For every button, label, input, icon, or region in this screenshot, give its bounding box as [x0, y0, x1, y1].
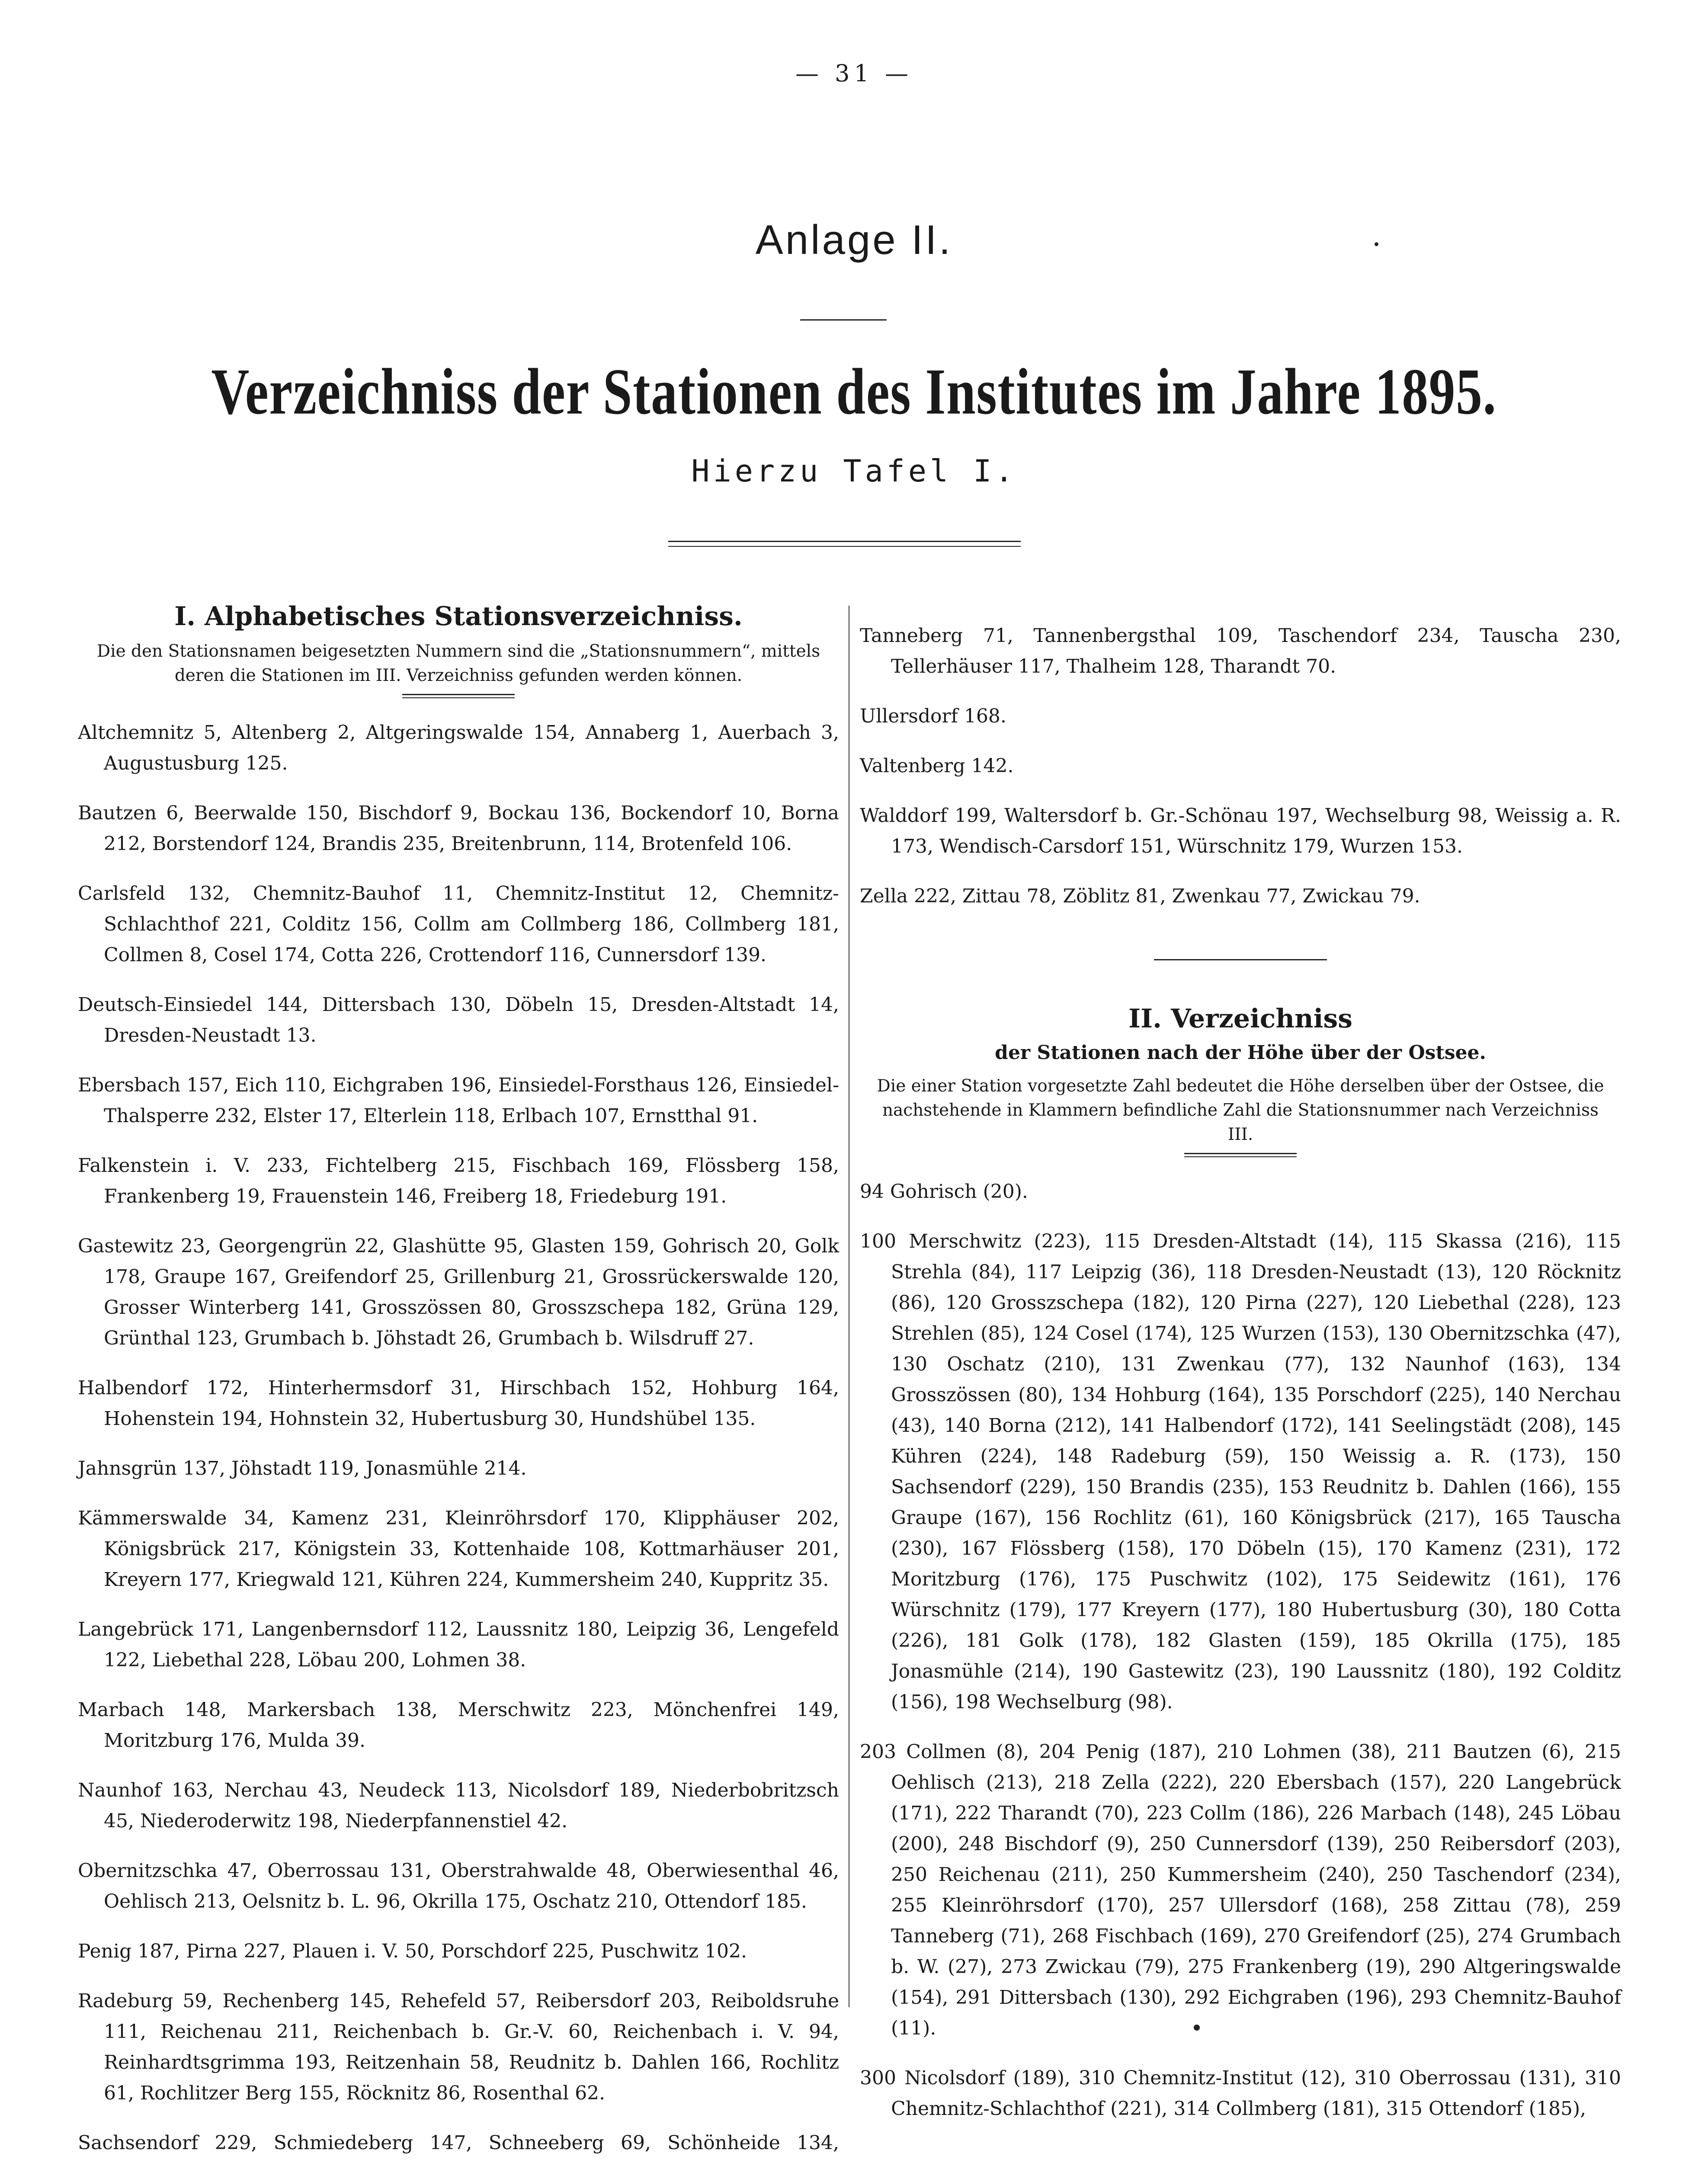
station-entry-m: Marbach 148, Markersbach 138, Merschwitz 223, Mönchenfrei 149, Moritzburg 176, Mulda 39. [78, 1699, 839, 1752]
section-1-heading: I. Alphabetisches Stationsverzeichniss. [174, 601, 743, 632]
section-2-heading: II. Verzeichniss [1128, 1004, 1352, 1034]
station-entry-e: Ebersbach 157, Eich 110, Eichgraben 196, Einsiedel-Forsthaus 126, Einsiedel-Thalsperre 232, Elster 17, Elterlein 118, Erlbach 107, Ernstthal 91. [78, 1074, 839, 1127]
station-entry-v: Valtenberg 142. [860, 755, 1014, 777]
station-entry-l: Langebrück 171, Langenbernsdorf 112, Laussnitz 180, Leipzig 36, Lengefeld 122, Liebethal 228, Löbau 200, Lohmen 38. [78, 1618, 839, 1671]
station-entry-t: Tanneberg 71, Tannenbergsthal 109, Taschendorf 234, Tauscha 230, Tellerhäuser 117, Thalheim 128, Tharandt 70. [860, 625, 1621, 677]
section-1-note: Die den Stationsnamen beigesetzten Nummern sind die „Stationsnummern“, mittels deren die Stationen im III. Verzeichniss gefunden werden können. [96, 642, 820, 685]
page-number: — 31 — [795, 60, 913, 87]
station-entry-o: Obernitzschka 47, Oberrossau 131, Oberstrahwalde 48, Oberwiesenthal 46, Oehlisch 213, Oelsnitz b. L. 96, Okrilla 175, Oschatz 210, Ottendorf 185. [78, 1860, 839, 1913]
speck-mark [1375, 242, 1378, 246]
station-entry-a: Altchemnitz 5, Altenberg 2, Altgeringswalde 154, Annaberg 1, Auerbach 3, Augustusburg 125. [78, 722, 839, 774]
section-1-continued [860, 620, 1621, 911]
bottom-dot-mark [1194, 2025, 1200, 2031]
title-rule-double-2 [668, 546, 1021, 547]
station-entry-n: Naunhof 163, Nerchau 43, Neudeck 113, Nicolsdorf 189, Niederbobritzsch 45, Niederoderwitz 198, Niederpfannenstiel 42. [78, 1779, 839, 1832]
station-entry-s: Sachsendorf 229, Schmiedeberg 147, Schneeberg 69, Schönheide 134, [78, 2132, 839, 2154]
altitude-entry-200: 203 Collmen (8), 204 Penig (187), 210 Lohmen (38), 211 Bautzen (6), 215 Oehlisch (213), 218 Zella (222), 220 Ebersbach (157), 220 Langebrück (171), 222 Tharandt (70), 223 Collm (186), 226 Marbach (148), 245 Löbau (200), 248 Bischdorf (9), 250 Cunnersdorf (139), 250 Reibersdorf (203), 250 Reichenau (211), 250 Kummersheim (240), 250 Taschendorf (234), 255 Kleinröhrsdorf (170), 257 Ullersdorf (168), 258 Zittau (78), 259 Tanneberg (71), 268 Fischbach (169), 270 Greifendorf (25), 274 Grumbach b. W. (27), 273 Zwickau (79), 275 Frankenberg (19), 290 Altgeringswalde (154), 291 Dittersbach (130), 292 Eichgraben (196), 293 Chemnitz-Bauhof (11). [860, 1741, 1621, 2039]
section-2-subheading: der Stationen nach der Höhe über der Ostsee. [995, 1042, 1486, 1064]
title-rule-double-1 [668, 541, 1021, 542]
section-2-rule [1184, 1153, 1297, 1157]
station-entry-j: Jahnsgrün 137, Jöhstadt 119, Jonasmühle 214. [78, 1457, 527, 1479]
left-column [78, 601, 839, 2163]
station-entry-f: Falkenstein i. V. 233, Fichtelberg 215, Fischbach 169, Flössberg 158, Frankenberg 19, Frauenstein 146, Freiberg 18, Friedeburg 191. [78, 1155, 839, 1207]
section-2 [860, 1004, 1621, 2124]
station-entry-g: Gastewitz 23, Georgengrün 22, Glashütte 95, Glasten 159, Gohrisch 20, Golk 178, Graupe 167, Greifendorf 25, Grillenburg 21, Grossrückerswalde 120, Grosser Winterberg 141, Grosszössen 80, Grosszschepa 182, Grüna 129, Grünthal 123, Grumbach b. Jöhstadt 26, Grumbach b. Wilsdruff 27. [78, 1235, 839, 1349]
title-rule-top [800, 319, 887, 321]
page-subtitle: Hierzu Tafel I. [691, 453, 1017, 489]
station-entry-h: Halbendorf 172, Hinterhermsdorf 31, Hirschbach 152, Hohburg 164, Hohenstein 194, Hohnstein 32, Hubertusburg 30, Hundshübel 135. [78, 1377, 839, 1430]
page-title: Verzeichniss der Stationen des Institutes im Jahre 1895. [211, 355, 1497, 428]
station-entry-p: Penig 187, Pirna 227, Plauen i. V. 50, Porschdorf 225, Puschwitz 102. [78, 1940, 747, 1962]
altitude-entry-90: 94 Gohrisch (20). [860, 1181, 1028, 1203]
station-entry-w: Walddorf 199, Waltersdorf b. Gr.-Schönau 197, Wechselburg 98, Weissig a. R. 173, Wendisch-Carsdorf 151, Würschnitz 179, Wurzen 153. [860, 805, 1621, 857]
station-entry-c: Carlsfeld 132, Chemnitz-Bauhof 11, Chemnitz-Institut 12, Chemnitz-Schlachthof 221, Colditz 156, Collm am Collmberg 186, Collmberg 181, Collmen 8, Cosel 174, Cotta 226, Crottendorf 116, Cunnersdorf 139. [78, 883, 839, 966]
station-entry-r: Radeburg 59, Rechenberg 145, Rehefeld 57, Reibersdorf 203, Reiboldsruhe 111, Reichenau 211, Reichenbach b. Gr.-V. 60, Reichenbach i. V. 94, Reinhardtsgrimma 193, Reitzenhain 58, Reudnitz b. Dahlen 166, Rochlitz 61, Rochlitzer Berg 155, Röcknitz 86, Rosenthal 62. [78, 1990, 839, 2104]
section-2-note: Die einer Station vorgesetzte Zahl bedeutet die Höhe derselben über der Ostsee, die nachstehende in Klammern befindliche Zahl die Stationsnummer nach Verzeichniss III. [877, 1076, 1604, 1144]
altitude-entry-100: 100 Merschwitz (223), 115 Dresden-Altstadt (14), 115 Skassa (216), 115 Strehla (84), 117 Leipzig (36), 118 Dresden-Neustadt (13), 120 Röcknitz (86), 120 Grosszschepa (182), 120 Pirna (227), 120 Liebethal (228), 123 Strehlen (85), 124 Cosel (174), 125 Wurzen (153), 130 Obernitzschka (47), 130 Oschatz (210), 131 Zwenkau (77), 132 Naunhof (163), 134 Grosszössen (80), 134 Hohburg (164), 135 Porschdorf (225), 140 Nerchau (43), 140 Borna (212), 141 Halbendorf (172), 141 Seelingstädt (208), 145 Kühren (224), 148 Radeburg (59), 150 Weissig a. R. (173), 150 Sachsendorf (229), 150 Brandis (235), 153 Reudnitz b. Dahlen (166), 155 Graupe (167), 156 Rochlitz (61), 160 Königsbrück (217), 165 Tauscha (230), 167 Flössberg (158), 170 Döbeln (15), 170 Kamenz (231), 172 Moritzburg (176), 175 Puschwitz (102), 175 Seidewitz (161), 176 Würschnitz (179), 177 Kreyern (177), 180 Hubertusburg (30), 180 Cotta (226), 181 Golk (178), 182 Glasten (159), 185 Okrilla (175), 185 Jonasmühle (214), 190 Gastewitz (23), 190 Laussnitz (180), 192 Colditz (156), 198 Wechselburg (98). [860, 1230, 1621, 1713]
section-divider [1154, 959, 1327, 960]
altitude-entry-300: 300 Nicolsdorf (189), 310 Chemnitz-Institut (12), 310 Oberrossau (131), 310 Chemnitz-Schlachthof (221), 314 Collmberg (181), 315 Ottendorf (185), [860, 2067, 1621, 2120]
station-entry-z: Zella 222, Zittau 78, Zöblitz 81, Zwenkau 77, Zwickau 79. [860, 885, 1420, 907]
station-entry-d: Deutsch-Einsiedel 144, Dittersbach 130, Döbeln 15, Dresden-Altstadt 14, Dresden-Neustadt 13. [78, 994, 839, 1046]
section-1-entries [78, 717, 839, 2163]
right-column [860, 601, 1621, 2127]
appendix-label: Anlage II. [755, 217, 953, 263]
station-entry-u: Ullersdorf 168. [860, 705, 1006, 727]
section-1-rule [402, 694, 515, 698]
station-entry-k: Kämmerswalde 34, Kamenz 231, Kleinröhrsdorf 170, Klipphäuser 202, Königsbrück 217, Königstein 33, Kottenhaide 108, Kottmarhäuser 201, Kreyern 177, Kriegwald 121, Kühren 224, Kummersheim 240, Kuppritz 35. [78, 1507, 839, 1591]
station-entry-b: Bautzen 6, Beerwalde 150, Bischdorf 9, Bockau 136, Bockendorf 10, Borna 212, Borstendorf 124, Brandis 235, Breitenbrunn, 114, Brotenfeld 106. [78, 802, 839, 855]
